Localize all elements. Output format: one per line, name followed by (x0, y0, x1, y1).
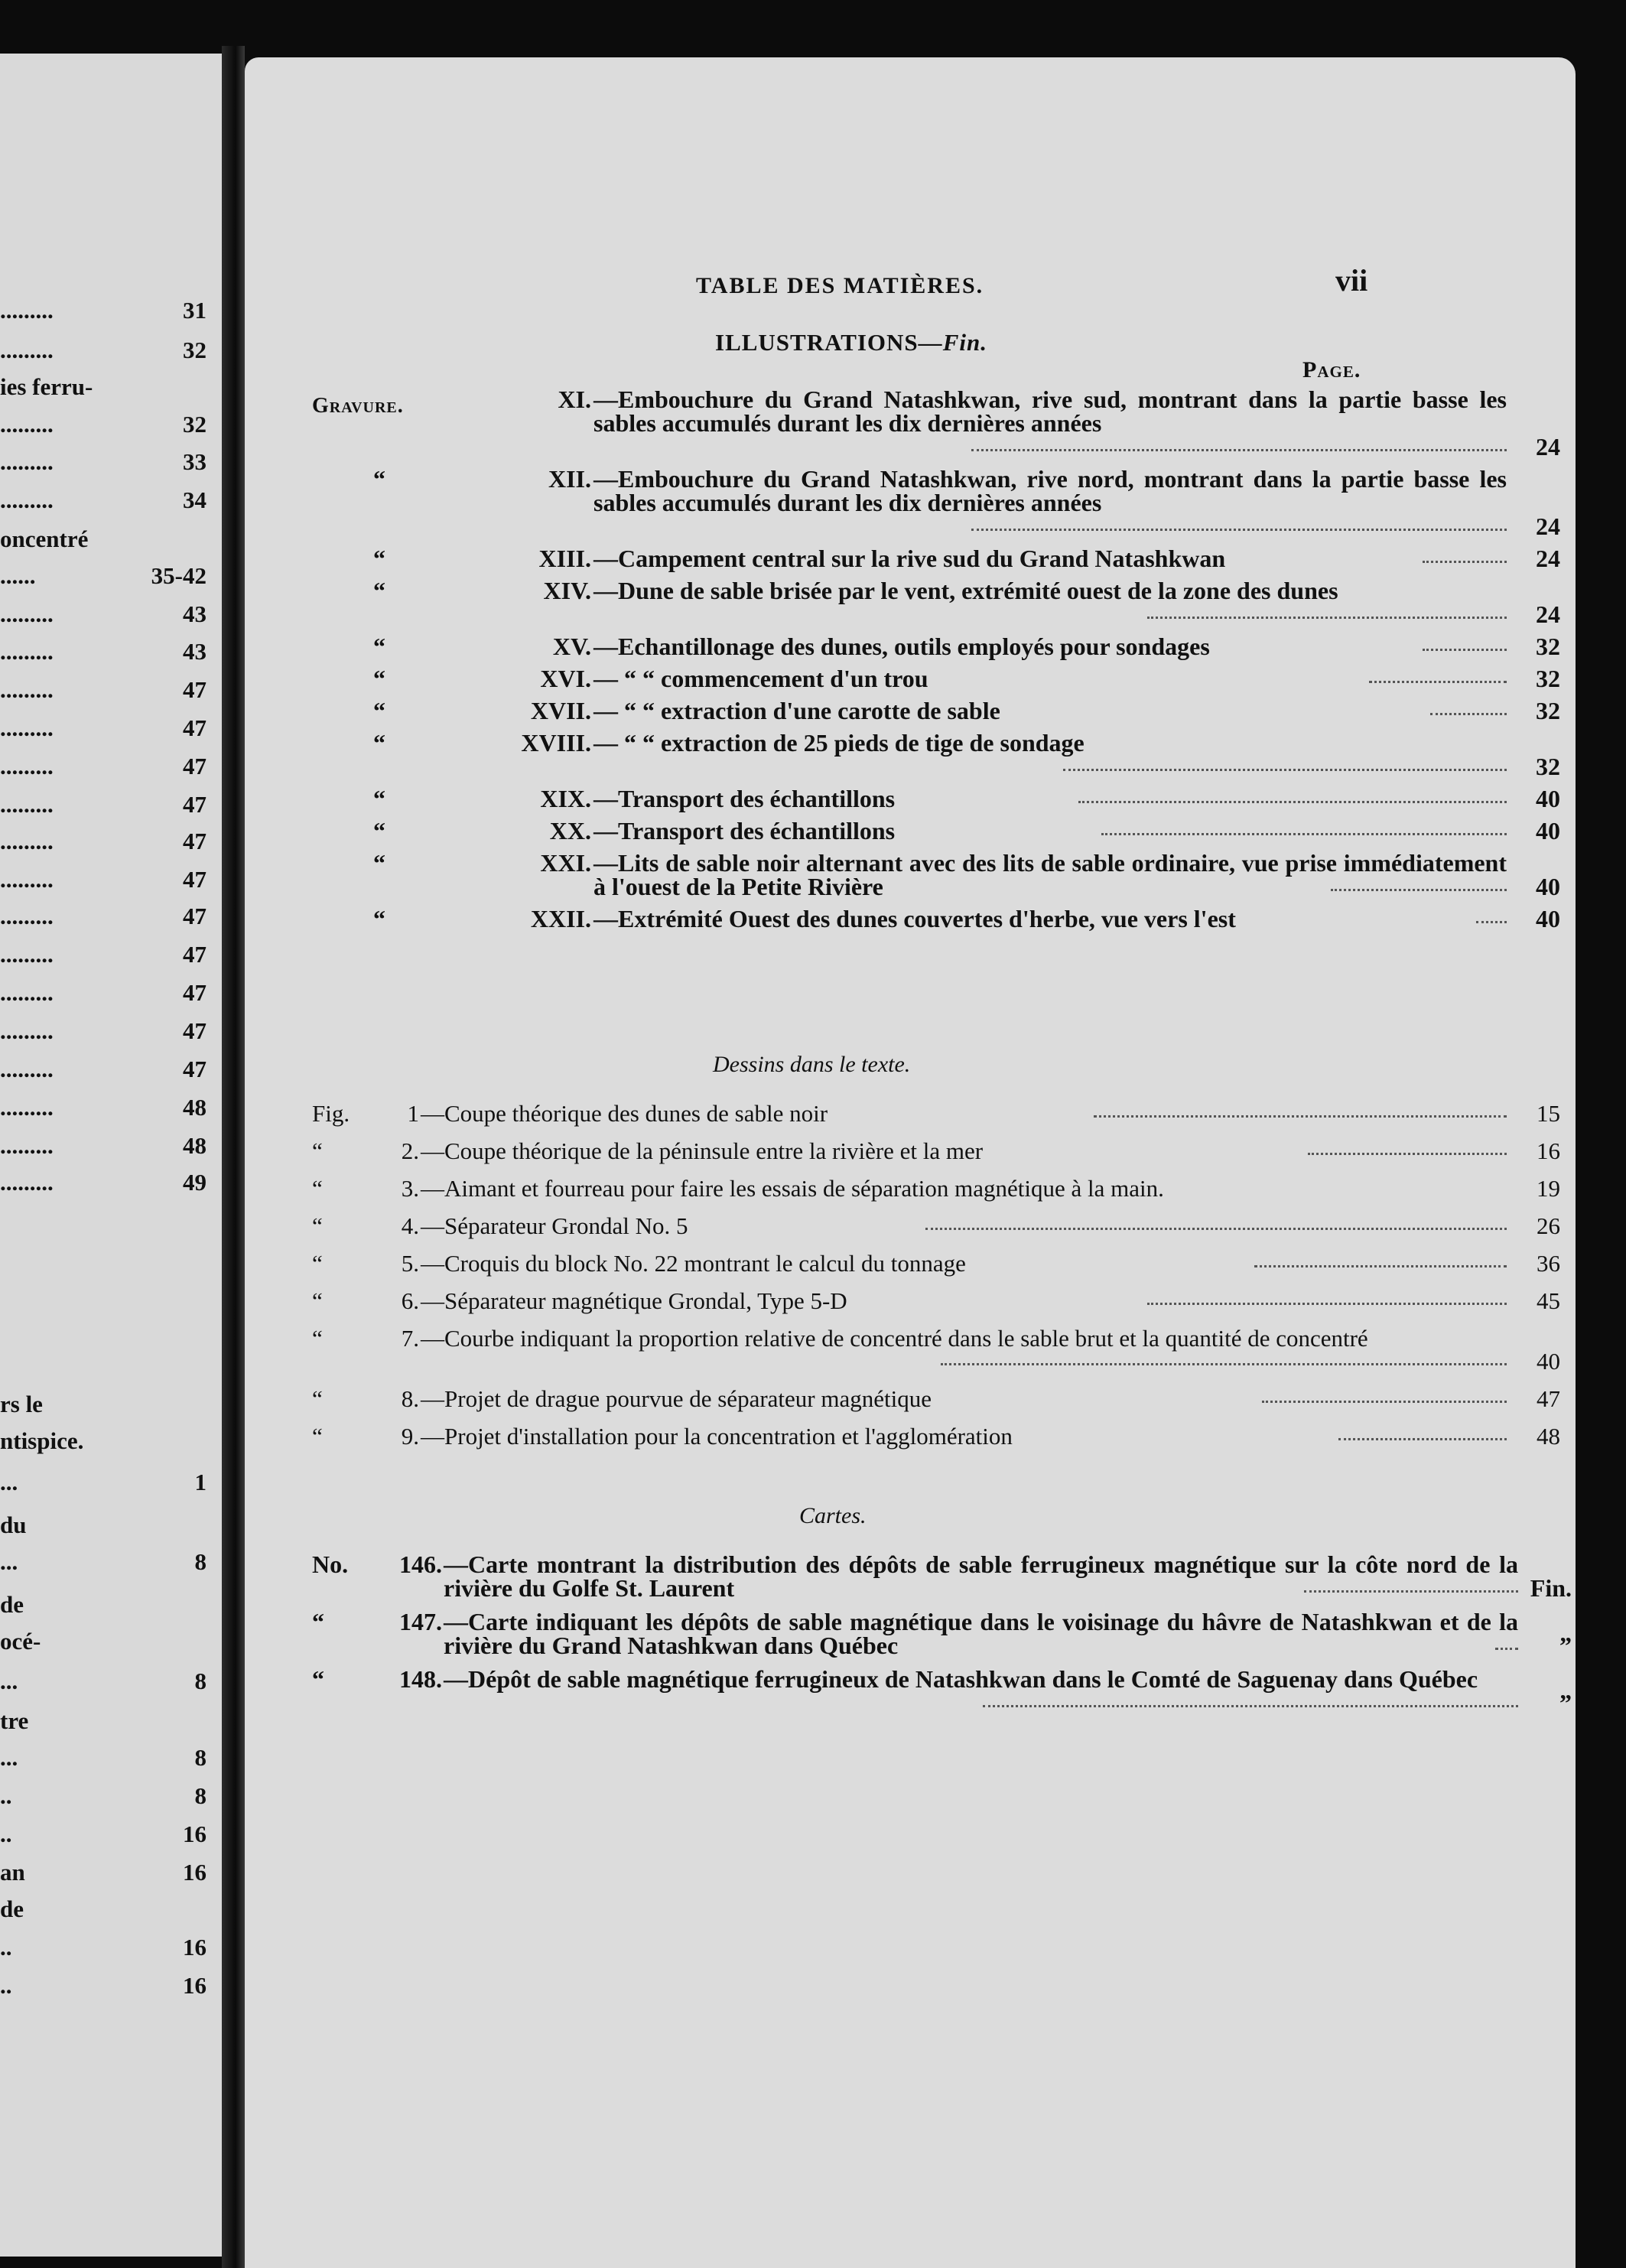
left-row-text: .. (0, 1821, 12, 1847)
left-page-row (0, 791, 207, 818)
illustration-entry (312, 787, 1560, 811)
dot-leader (1101, 833, 1507, 835)
left-page-row (0, 1427, 207, 1455)
entry-text: —Projet de drague pourvue de séparateur magnétique (421, 1385, 932, 1412)
figure-entry (312, 1175, 1560, 1202)
left-row-text: de (0, 1895, 24, 1922)
entry-number: XIX. (540, 785, 591, 812)
entry-number: 2. (401, 1137, 419, 1164)
entry-marker: “ (373, 665, 385, 692)
left-page-row (0, 1782, 207, 1810)
entry-number: XX. (549, 817, 591, 844)
left-row-text: ......... (0, 1094, 54, 1121)
left-row-text: ... (0, 1469, 18, 1495)
left-page-row (0, 1821, 207, 1848)
map-entry (312, 1610, 1572, 1658)
entry-marker: “ (373, 545, 385, 572)
figure-entry (312, 1214, 1560, 1237)
entry-page: 40 (1537, 1348, 1560, 1375)
entry-marker: “ (373, 465, 385, 493)
left-page-row (0, 828, 207, 855)
left-row-text: ies ferru- (0, 373, 93, 400)
left-row-text: ......... (0, 337, 54, 363)
left-row-text: .. (0, 1934, 12, 1961)
left-page-row (0, 486, 207, 514)
illustration-entry (312, 731, 1560, 779)
entry-page: 16 (1537, 1137, 1560, 1164)
left-row-text: ... (0, 1668, 18, 1694)
left-row-text: ......... (0, 638, 54, 665)
left-row-text: ntispice. (0, 1427, 84, 1454)
left-row-text: ......... (0, 791, 54, 818)
left-row-page: 47 (183, 676, 207, 703)
entry-marker: “ (312, 1137, 323, 1164)
entry-number: 4. (401, 1212, 419, 1239)
entry-text: —Projet d'installation pour la concentration et l'agglomération (421, 1423, 1013, 1450)
entry-page: ” (1559, 1632, 1572, 1659)
figure-entry (312, 1289, 1560, 1312)
entry-marker: “ (312, 1608, 324, 1635)
left-row-text: ......... (0, 941, 54, 968)
left-row-page: 32 (183, 337, 207, 363)
entry-text: — “ “ extraction de 25 pieds de tige de sondage (593, 729, 1085, 757)
illustration-entry (312, 547, 1560, 571)
left-row-page: 47 (183, 1056, 207, 1082)
entry-number: 1 (407, 1100, 419, 1127)
left-row-text: ......... (0, 411, 54, 438)
dot-leader (1423, 649, 1507, 651)
entry-page: 40 (1536, 873, 1560, 900)
left-page-row (0, 1744, 207, 1772)
left-page-row (0, 297, 207, 324)
entry-text: —Coupe théorique des dunes de sable noir (421, 1100, 828, 1127)
dot-leader (1495, 1648, 1518, 1650)
dot-leader (1369, 681, 1507, 683)
left-page-row (0, 1859, 207, 1886)
left-page-row (0, 1591, 207, 1619)
left-row-page: 35-42 (151, 562, 207, 589)
entry-page: 32 (1536, 665, 1560, 692)
illustrations-title: ILLUSTRATIONS—Fin. (715, 329, 987, 356)
left-page-row (0, 411, 207, 438)
left-row-page: 32 (183, 411, 207, 438)
entry-text: —Lits de sable noir alternant avec des lits de sable ordinaire, vue prise immédiatement à l'ouest de la Petite Rivière (593, 849, 1507, 900)
left-row-page: 8 (194, 1668, 207, 1694)
entry-page: 47 (1537, 1385, 1560, 1412)
left-row-page: 47 (183, 941, 207, 968)
entry-page: 32 (1536, 753, 1560, 780)
figure-entry (312, 1250, 1560, 1277)
left-row-text: .. (0, 1972, 12, 1999)
entry-number: 8. (401, 1385, 419, 1412)
left-page-fragment (0, 54, 222, 2257)
gravure-label: Gravure. (312, 394, 404, 418)
left-row-text: ......... (0, 1017, 54, 1044)
entry-text: —Transport des échantillons (593, 817, 896, 844)
left-row-text: tre (0, 1707, 29, 1734)
left-row-text: rs le (0, 1391, 43, 1417)
dot-leader (1147, 1303, 1507, 1305)
entry-text: —Transport des échantillons (593, 785, 896, 812)
left-row-text: ......... (0, 714, 54, 741)
left-page-row (0, 866, 207, 893)
dot-leader (1423, 561, 1507, 563)
maps-title: Cartes. (799, 1503, 867, 1528)
left-row-text: ......... (0, 903, 54, 929)
entry-page: 15 (1537, 1100, 1560, 1127)
map-entry (312, 1553, 1572, 1600)
left-row-page: 31 (183, 297, 207, 324)
dot-leader (1476, 921, 1507, 923)
entry-text: —Dune de sable brisée par le vent, extrémité ouest de la zone des dunes (593, 577, 1338, 604)
left-row-text: ......... (0, 297, 54, 324)
left-page-row (0, 1511, 207, 1539)
entry-marker: “ (373, 697, 385, 724)
entry-marker: “ (373, 905, 385, 932)
entry-page: 40 (1536, 817, 1560, 844)
left-page-row (0, 714, 207, 742)
left-page-row (0, 1548, 207, 1576)
map-entry (312, 1665, 1572, 1716)
dot-leader (1094, 1115, 1507, 1118)
entry-number: XIII. (538, 545, 591, 572)
entry-number: XI. (558, 386, 591, 413)
left-row-page: 1 (194, 1469, 207, 1495)
dot-leader (1430, 713, 1507, 715)
left-row-page: 16 (183, 1859, 207, 1886)
entry-page: 40 (1536, 905, 1560, 932)
entry-text: —Courbe indiquant la proportion relative de concentré dans le sable brut et la quantité de concentré (421, 1325, 1368, 1352)
entry-page: 32 (1536, 633, 1560, 660)
illustration-entry (312, 467, 1560, 539)
left-row-page: 47 (183, 753, 207, 779)
entry-number: XXI. (540, 849, 591, 877)
dot-leader (1262, 1401, 1507, 1403)
left-page-row (0, 562, 207, 590)
left-page-row (0, 941, 207, 968)
figure-entry (312, 1325, 1560, 1375)
entry-marker: “ (373, 729, 385, 757)
entry-marker: “ (312, 1212, 323, 1239)
dot-leader (1338, 1438, 1507, 1440)
entry-number: XXII. (530, 905, 591, 932)
entry-text: —Dépôt de sable magnétique ferrugineux de Natashkwan dans le Comté de Saguenay dans Québec (444, 1665, 1478, 1693)
entry-marker: Fig. (312, 1100, 350, 1127)
entry-page: 40 (1536, 785, 1560, 812)
entry-page: Fin. (1530, 1574, 1572, 1602)
entry-page: ” (1559, 1689, 1572, 1716)
entry-marker: “ (312, 1175, 323, 1202)
entry-text: —Séparateur magnétique Grondal, Type 5-D (421, 1287, 847, 1314)
entry-number: 5. (401, 1250, 419, 1277)
left-page-row (0, 1668, 207, 1695)
entry-number: XII. (548, 465, 591, 493)
illustration-entry (312, 819, 1560, 843)
entry-marker: “ (312, 1423, 323, 1450)
left-row-page: 47 (183, 866, 207, 893)
entry-marker: “ (373, 817, 385, 844)
entry-page: 19 (1537, 1175, 1560, 1202)
left-row-page: 33 (183, 448, 207, 475)
dot-leader (1147, 617, 1507, 619)
figure-entry (312, 1139, 1560, 1162)
page-header-title: TABLE DES MATIÈRES. (696, 273, 984, 298)
left-row-text: ......... (0, 866, 54, 893)
entry-text: —Extrémité Ouest des dunes couvertes d'herbe, vue vers l'est (593, 905, 1236, 932)
entry-number: 7. (401, 1325, 419, 1352)
dot-leader (1078, 801, 1507, 803)
left-row-text: de (0, 1591, 24, 1618)
left-page-row (0, 676, 207, 704)
entry-marker: “ (373, 577, 385, 604)
left-row-text: ......... (0, 486, 54, 513)
entry-marker: “ (373, 633, 385, 660)
left-row-page: 34 (183, 486, 207, 513)
entry-page: 24 (1536, 512, 1560, 540)
left-page-row (0, 600, 207, 628)
entry-page: 24 (1536, 600, 1560, 628)
left-row-text: ......... (0, 828, 54, 854)
entry-number: 146. (399, 1551, 442, 1578)
dot-leader (971, 529, 1507, 531)
illustration-entry (312, 699, 1560, 723)
left-page-row (0, 1132, 207, 1160)
left-page-row (0, 1628, 207, 1655)
entry-marker: “ (312, 1665, 324, 1693)
entry-text: — “ “ commencement d'un trou (593, 665, 928, 692)
left-row-page: 8 (194, 1782, 207, 1809)
left-row-text: océ- (0, 1628, 41, 1655)
entry-text: —Coupe théorique de la péninsule entre la rivière et la mer (421, 1137, 984, 1164)
left-row-text: oncentré (0, 526, 89, 552)
left-row-page: 8 (194, 1744, 207, 1771)
entry-page: 36 (1537, 1250, 1560, 1277)
left-row-page: 47 (183, 791, 207, 818)
entry-number: XVIII. (521, 729, 591, 757)
entry-text: — “ “ extraction d'une carotte de sable (593, 697, 1000, 724)
dot-leader (925, 1228, 1507, 1230)
left-row-page: 16 (183, 1821, 207, 1847)
left-row-text: an (0, 1859, 25, 1886)
entry-number: XVII. (530, 697, 591, 724)
entry-number: XIV. (543, 577, 591, 604)
left-page-row (0, 1094, 207, 1121)
figure-entry (312, 1387, 1560, 1410)
dot-leader (1308, 1153, 1507, 1155)
entry-text: —Carte indiquant les dépôts de sable magnétique dans le voisinage du hâvre de Natashkwan et de la rivière du Grand Natashkwan dans Québec (444, 1608, 1518, 1659)
entry-text: —Aimant et fourreau pour faire les essais de séparation magnétique à la main. (421, 1175, 1164, 1202)
entry-marker: “ (312, 1250, 323, 1277)
dot-leader (1331, 889, 1507, 891)
left-row-page: 43 (183, 638, 207, 665)
left-page-row (0, 1469, 207, 1496)
dot-leader (1063, 769, 1507, 771)
left-row-text: ......... (0, 448, 54, 475)
left-row-text: ......... (0, 979, 54, 1006)
left-page-row (0, 1707, 207, 1735)
left-page-row (0, 1391, 207, 1418)
left-row-page: 47 (183, 828, 207, 854)
left-row-page: 8 (194, 1548, 207, 1575)
illustration-entry (312, 851, 1560, 899)
entry-number: 6. (401, 1287, 419, 1314)
left-row-text: ...... (0, 562, 36, 589)
entry-marker: No. (312, 1551, 349, 1578)
left-row-text: ......... (0, 676, 54, 703)
left-page-row (0, 1017, 207, 1045)
dot-leader (971, 449, 1507, 451)
left-page-row (0, 753, 207, 780)
entry-marker: “ (312, 1287, 323, 1314)
illustration-entry (312, 907, 1560, 931)
toc-page (245, 57, 1576, 2268)
entry-number: 3. (401, 1175, 419, 1202)
left-row-text: ......... (0, 600, 54, 627)
drawings-title: Dessins dans le texte. (713, 1052, 911, 1077)
page-number: vii (1335, 263, 1368, 298)
entry-marker: “ (312, 1325, 323, 1352)
entry-page: 48 (1537, 1423, 1560, 1450)
page-column-header: Page. (1302, 357, 1361, 382)
left-row-page: 48 (183, 1132, 207, 1159)
entry-page: 24 (1536, 433, 1560, 460)
illustration-entry (312, 579, 1560, 626)
entry-marker: “ (312, 1385, 323, 1412)
left-row-page: 43 (183, 600, 207, 627)
left-row-page: 16 (183, 1972, 207, 1999)
entry-text: —Embouchure du Grand Natashkwan, rive sud, montrant dans la partie basse les sables accumulés durant les dix dernières années (593, 386, 1507, 437)
left-page-row (0, 1895, 207, 1923)
left-row-page: 49 (183, 1169, 207, 1196)
entry-page: 45 (1537, 1287, 1560, 1314)
figure-entry (312, 1423, 1560, 1450)
entry-marker: “ (373, 849, 385, 877)
entry-number: XVI. (540, 665, 591, 692)
left-row-text: ... (0, 1548, 18, 1575)
left-page-row (0, 373, 207, 401)
left-page-row (0, 638, 207, 665)
left-row-text: ... (0, 1744, 18, 1771)
left-row-text: ......... (0, 1056, 54, 1082)
illustration-entry (312, 635, 1560, 659)
dot-leader (941, 1363, 1507, 1365)
left-row-text: .. (0, 1782, 12, 1809)
dot-leader (983, 1705, 1518, 1707)
entry-marker: “ (373, 785, 385, 812)
entry-number: XV. (552, 633, 591, 660)
left-page-row (0, 526, 207, 553)
left-row-page: 48 (183, 1094, 207, 1121)
entry-text: —Croquis du block No. 22 montrant le calcul du tonnage (421, 1250, 966, 1277)
left-row-text: ......... (0, 1132, 54, 1159)
entry-page: 32 (1536, 697, 1560, 724)
entry-text: —Campement central sur la rive sud du Grand Natashkwan (593, 545, 1226, 572)
left-page-row (0, 903, 207, 930)
left-page-row (0, 1972, 207, 2000)
left-row-page: 47 (183, 903, 207, 929)
entry-text: —Séparateur Grondal No. 5 (421, 1212, 688, 1239)
figure-entry (312, 1100, 1560, 1127)
entry-page: 24 (1536, 545, 1560, 572)
left-page-row (0, 1056, 207, 1083)
left-page-row (0, 337, 207, 364)
left-row-text: ......... (0, 1169, 54, 1196)
entry-text: —Carte montrant la distribution des dépôts de sable ferrugineux magnétique sur la côte nord de la rivière du Golfe St. Laurent (444, 1551, 1518, 1602)
illustration-entry (312, 388, 1560, 459)
entry-text: —Echantillonage des dunes, outils employés pour sondages (593, 633, 1210, 660)
left-row-page: 47 (183, 1017, 207, 1044)
left-row-page: 16 (183, 1934, 207, 1961)
dot-leader (1254, 1265, 1507, 1267)
entry-text: —Embouchure du Grand Natashkwan, rive nord, montrant dans la partie basse les sables accumulés durant les dix dernières années (593, 465, 1507, 516)
left-row-text: du (0, 1511, 27, 1538)
left-page-row (0, 1934, 207, 1961)
left-page-row (0, 1169, 207, 1196)
left-row-text: ......... (0, 753, 54, 779)
left-row-page: 47 (183, 979, 207, 1006)
left-row-page: 47 (183, 714, 207, 741)
left-page-row (0, 448, 207, 476)
dot-leader (1304, 1590, 1518, 1593)
entry-number: 147. (399, 1608, 442, 1635)
book-gutter (222, 46, 245, 2268)
entry-page: 26 (1537, 1212, 1560, 1239)
entry-number: 9. (401, 1423, 419, 1450)
entry-number: 148. (399, 1665, 442, 1693)
left-page-row (0, 979, 207, 1007)
illustration-entry (312, 667, 1560, 691)
